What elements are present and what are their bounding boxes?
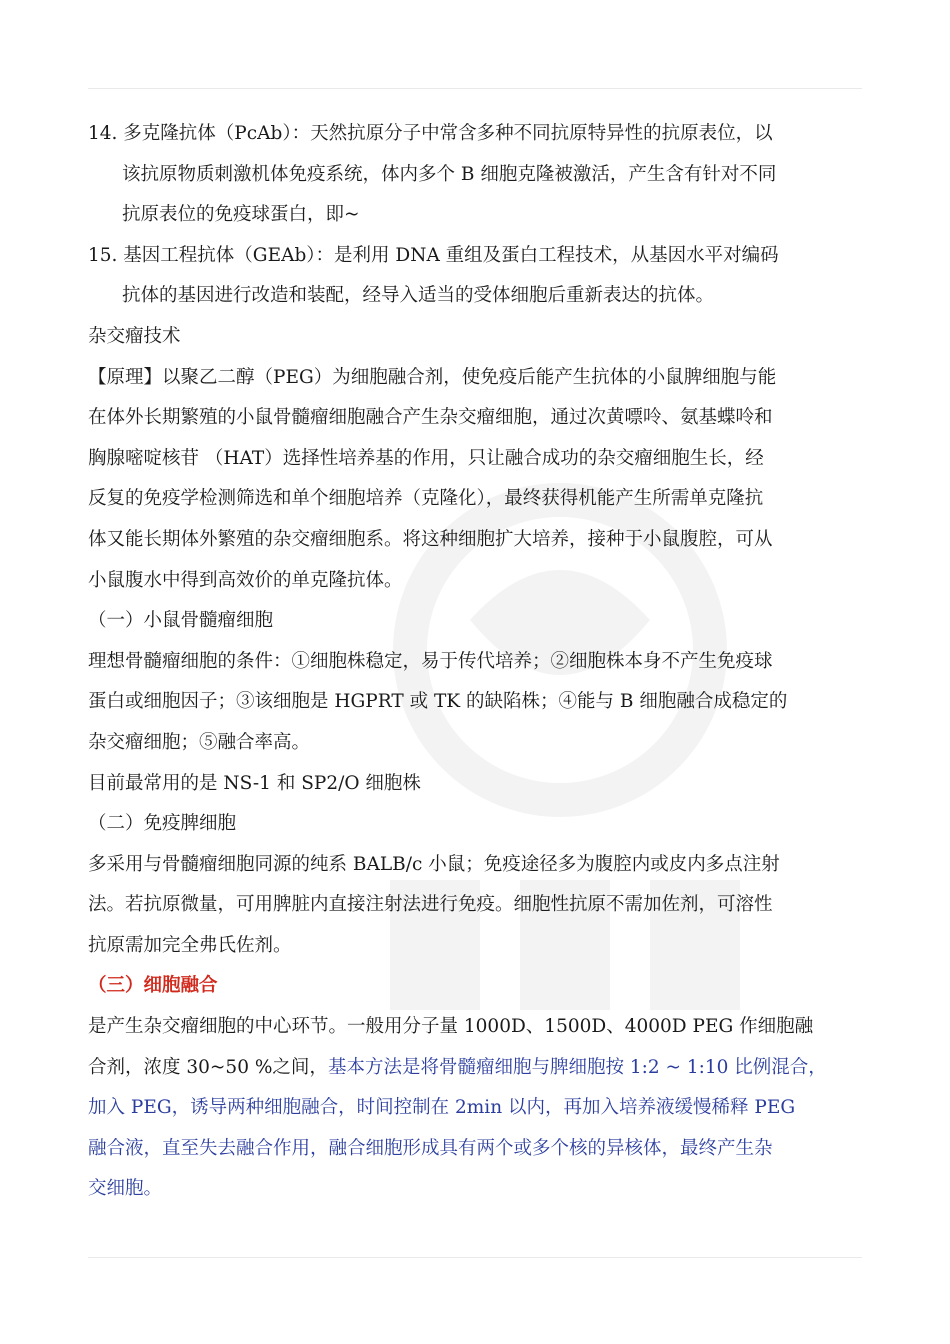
subsection-1-line: 杂交瘤细胞；⑤融合率高。 — [88, 731, 311, 753]
subsection-3-heading: （三）细胞融合 — [88, 975, 218, 997]
section-title: 杂交瘤技术 — [88, 325, 181, 347]
subsection-1-line: 蛋白或细胞因子；③该细胞是 HGPRT 或 TK 的缺陷株；④能与 B 细胞融合成稳定的 — [88, 691, 788, 713]
subsection-2-line: 抗原需加完全弗氏佐剂。 — [88, 934, 292, 956]
document-body — [88, 114, 868, 1210]
item-15-line-1: 15. 基因工程抗体（GEAb）：是利用 DNA 重组及蛋白工程技术，从基因水平对编码 — [88, 244, 779, 266]
header-rule — [88, 88, 862, 89]
subsection-1-heading: （一）小鼠骨髓瘤细胞 — [88, 610, 274, 632]
subsection-2-line: 多采用与骨髓瘤细胞同源的纯系 BALB/c 小鼠；免疫途径多为腹腔内或皮内多点注射 — [88, 853, 780, 875]
subsection-3-line-mixed — [88, 1048, 868, 1089]
subsection-3-body — [88, 1007, 868, 1210]
footer-rule — [88, 1257, 862, 1258]
subsection-1-line: 理想骨髓瘤细胞的条件：①细胞株稳定，易于传代培养；②细胞株本身不产生免疫球 — [88, 650, 773, 672]
subsection-2-body — [88, 845, 868, 967]
subsection-3-blue-line: 交细胞。 — [88, 1178, 163, 1200]
subsection-1-body — [88, 642, 868, 804]
subsection-3-line-blue-part: 基本方法是将骨髓瘤细胞与脾细胞按 1:2 ~ 1:10 比例混合， — [327, 1056, 827, 1078]
item-15-line-2: 抗体的基因进行改造和装配，经导入适当的受体细胞后重新表达的抗体。 — [122, 285, 715, 307]
principle-paragraph — [88, 358, 868, 602]
subsection-3-blue-line: 融合液，直至失去融合作用，融合细胞形成具有两个或多个核的异核体，最终产生杂 — [88, 1137, 773, 1159]
item-14-line-2: 该抗原物质刺激机体免疫系统，体内多个 B 细胞克隆被激活，产生含有针对不同 — [122, 163, 777, 185]
definition-item-14 — [88, 114, 868, 236]
subsection-3-line-black-part: 合剂，浓度 30~50 %之间， — [88, 1056, 328, 1078]
principle-line: 体又能长期体外繁殖的杂交瘤细胞系。将这种细胞扩大培养，接种于小鼠腹腔，可从 — [88, 528, 773, 550]
subsection-3-blue-line: 加入 PEG，诱导两种细胞融合，时间控制在 2min 以内，再加入培养液缓慢稀释 PEG — [88, 1097, 796, 1119]
principle-line: 胸腺嘧啶核苷 （HAT）选择性培养基的作用，只让融合成功的杂交瘤细胞生长，经 — [88, 447, 764, 469]
principle-line: 在体外长期繁殖的小鼠骨髓瘤细胞融合产生杂交瘤细胞，通过次黄嘌呤、氨基蝶呤和 — [88, 407, 773, 429]
item-14-line-3: 抗原表位的免疫球蛋白，即~ — [122, 204, 360, 226]
subsection-2-heading: （二）免疫脾细胞 — [88, 813, 237, 835]
definition-item-15 — [88, 236, 868, 317]
principle-line: 【原理】以聚乙二醇（PEG）为细胞融合剂，使免疫后能产生抗体的小鼠脾细胞与能 — [88, 366, 777, 388]
item-14-line-1: 14. 多克隆抗体（PcAb）：天然抗原分子中常含多种不同抗原特异性的抗原表位，以 — [88, 123, 773, 144]
subsection-2-line: 法。若抗原微量，可用脾脏内直接注射法进行免疫。细胞性抗原不需加佐剂，可溶性 — [88, 894, 773, 916]
principle-line: 小鼠腹水中得到高效价的单克隆抗体。 — [88, 569, 403, 591]
principle-line: 反复的免疫学检测筛选和单个细胞培养（克隆化），最终获得机能产生所需单克隆抗 — [88, 488, 764, 510]
subsection-3-line: 是产生杂交瘤细胞的中心环节。一般用分子量 1000D、1500D、4000D PEG 作细胞融 — [88, 1016, 814, 1038]
subsection-1-line: 目前最常用的是 NS-1 和 SP2/O 细胞株 — [88, 772, 421, 794]
